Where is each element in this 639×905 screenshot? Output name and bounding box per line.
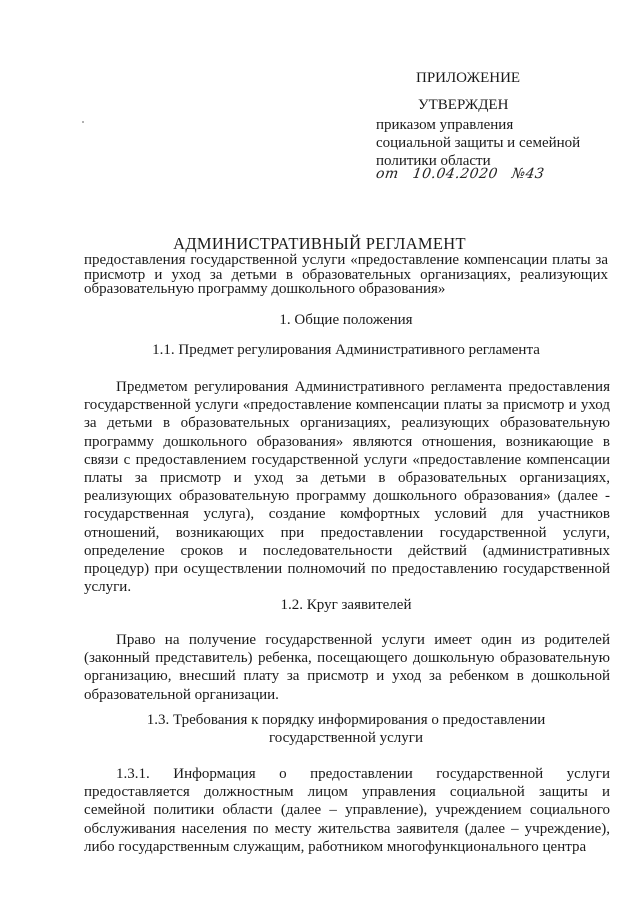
appendix-label: ПРИЛОЖЕНИЕ — [416, 70, 521, 86]
handwritten-date-number — [375, 166, 555, 182]
section-1-1-paragraph: Предметом регулирования Административного регламента предоставления государственной услуги «предоставление компенсации платы за присмотр и уход за детьми в образовательных организациях, реализующих образовательную программу дошкольного образования» являются отношения, возникающие в связи с предоставлением государственной услуги «предоставление компенсации платы за присмотр и уход за детьми в образовательных организациях, реализующих образовательную программу дошкольного образования» (далее - государственная услуга), создание комфортных условий для участников отношений, возникающих при предоставлении государственной услуги, определение сроков и последовательности действий (административных процедур) при осуществлении полномочий по предоставлению государственной услуги. — [84, 379, 610, 596]
section-1-3-heading-line2: государственной услуги — [269, 730, 423, 746]
handwritten-number: №43 — [510, 166, 546, 182]
document-subtitle: предоставления государственной услуги «предоставление компенсации платы за присмотр и уход за детьми в образовательных организациях, реализующих образовательную программу дошкольного образования» — [84, 252, 608, 297]
scan-speck — [82, 121, 84, 123]
approval-line: приказом управления — [376, 117, 514, 133]
section-1-2-heading: 1.2. Круг заявителей — [280, 597, 412, 613]
document-title: АДМИНИСТРАТИВНЫЙ РЕГЛАМЕНТ — [173, 234, 466, 253]
approved-label: УТВЕРЖДЕН — [418, 97, 509, 113]
handwritten-prefix: от — [374, 166, 400, 182]
approval-line: социальной защиты и семейной — [376, 135, 581, 151]
section-1-1-heading: 1.1. Предмет регулирования Административного регламента — [152, 342, 540, 358]
section-1-3-1-paragraph: 1.3.1. Информация о предоставлении государственной услуги предоставляется должностным лицом управления социальной защиты и семейной политики области (далее – управление), учреждением социального обслуживания населения по месту жительства заявителя (далее – учреждение), либо государственным служащим, работником многофункционального центра — [84, 766, 614, 855]
approval-line: политики области — [376, 153, 491, 169]
section-1-2-paragraph: Право на получение государственной услуги имеет один из родителей (законный представитель) ребенка, посещающего дошкольную образовательную организацию, внесший плату за присмотр и уход за ребенком в дошкольной образовательной организации. — [84, 632, 610, 703]
section-1-3-heading-line1: 1.3. Требования к порядку информирования о предоставлении — [146, 712, 546, 728]
section-1-heading: 1. Общие положения — [279, 312, 413, 328]
handwritten-date: 10.04.2020 — [411, 166, 499, 182]
